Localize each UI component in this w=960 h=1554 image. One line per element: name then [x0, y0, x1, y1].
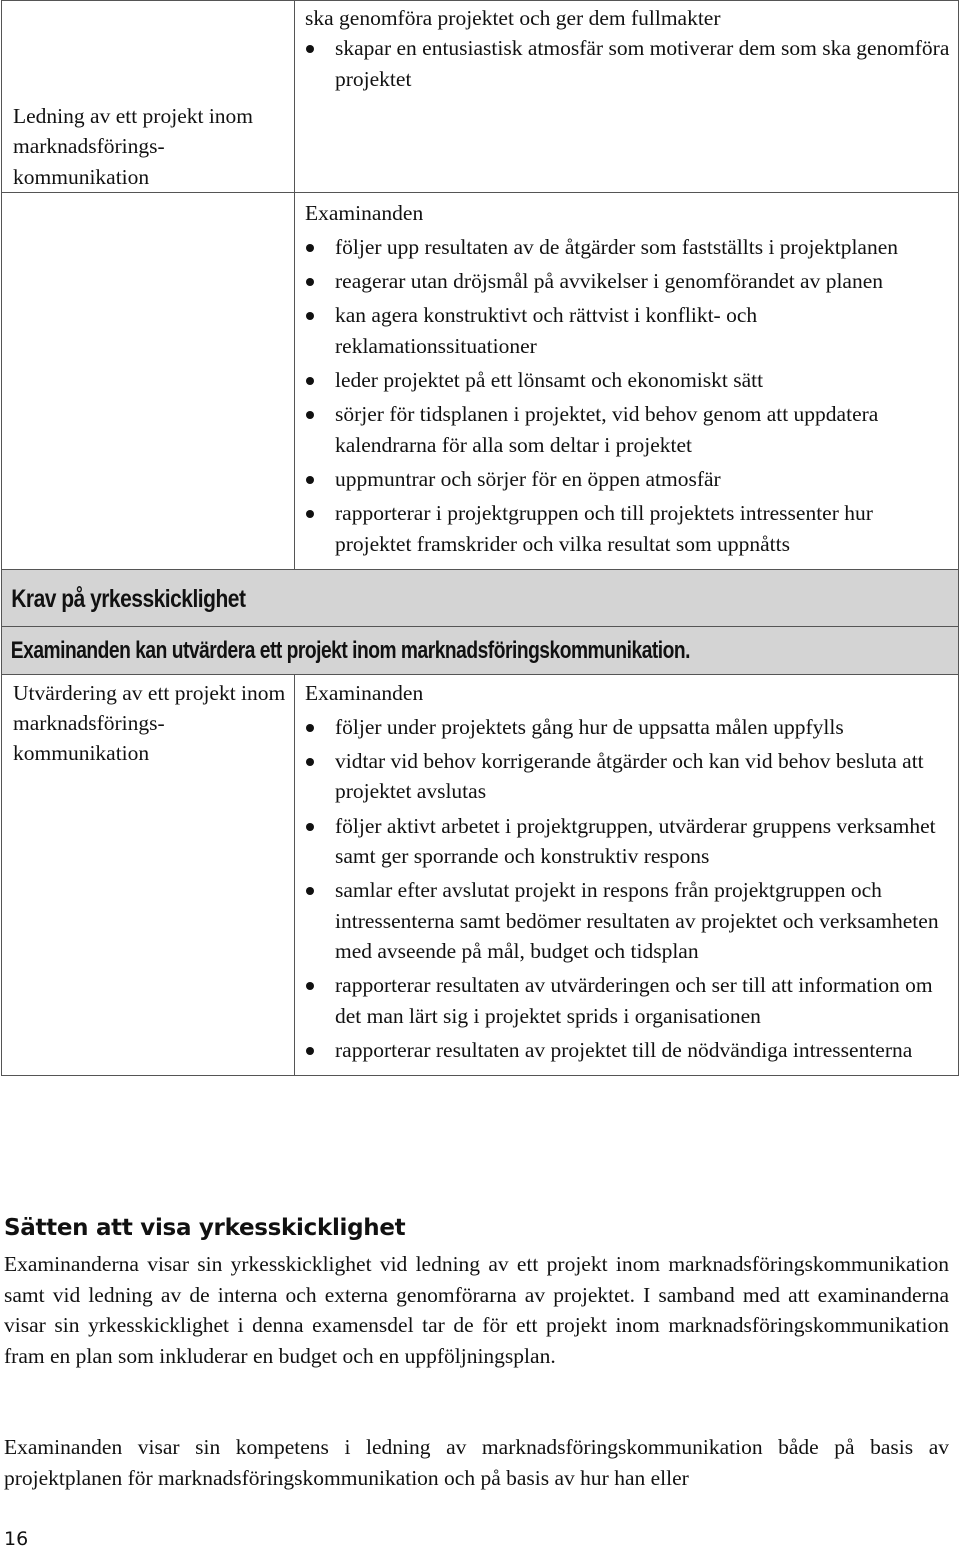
- section-subtitle-cell: [2, 626, 959, 674]
- page-number: 16: [4, 1528, 29, 1550]
- topic-label: Ledning av ett projekt inom marknadsförings-kommunikation: [13, 104, 254, 189]
- table-cell-topic: [2, 192, 295, 569]
- topic-label: Utvärdering av ett projekt inom marknadsförings-kommunikation: [13, 680, 286, 766]
- table-row: [2, 1, 959, 193]
- section-heading: Sätten att visa yrkesskicklighet: [4, 1215, 406, 1241]
- table-cell-topic: [2, 674, 295, 1075]
- paragraph: Examinanderna visar sin yrkesskicklighet vid ledning av ett projekt inom marknadsföringskommunikation samt vid ledning av de interna och externa genomförarna av projektet. I samband med att examinanderna visar sin yrkesskicklighet i denna examensdel tar de för ett projekt inom marknadsföringskommunikation fram en plan som inkluderar en budget och en uppföljningsplan.: [4, 1252, 949, 1368]
- list-item: uppmuntrar och sörjer för en öppen atmosfär: [305, 464, 950, 494]
- list-item: leder projektet på ett lönsamt och ekonomiskt sätt: [305, 365, 950, 395]
- list-item: samlar efter avslutat projekt in respons från projektgruppen och intressenterna samt bedömer resultaten av projektet och verksamheten med avseende på mål, budget och tidsplan: [305, 875, 950, 966]
- list-item: rapporterar resultaten av utvärderingen och ser till att information om det man lärt sig i projektet sprids i organisationen: [305, 970, 950, 1031]
- list-item: följer under projektets gång hur de uppsatta målen uppfylls: [305, 712, 950, 742]
- table-cell-topic: [2, 1, 295, 193]
- section-title: Krav på yrkesskicklighet: [11, 584, 246, 613]
- table-cell-criteria: [295, 192, 959, 569]
- table-cell-criteria: [295, 674, 959, 1075]
- paragraph: Examinanden visar sin kompetens i ledning av marknadsföringskommunikation både på basis av projektplanen för marknadsföringskommunikation och på basis av hur han eller: [4, 1435, 949, 1490]
- examinee-heading: Examinanden: [305, 680, 424, 705]
- list-item: följer aktivt arbetet i projektgruppen, utvärderar gruppens verksamhet samt ger sporrande och konstruktiv respons: [305, 811, 950, 872]
- table-cell-criteria: [295, 1, 959, 193]
- list-item: sörjer för tidsplanen i projektet, vid behov genom att uppdatera kalendrarna för alla som deltar i projektet: [305, 399, 950, 460]
- table-row: [2, 192, 959, 569]
- list-item: reagerar utan dröjsmål på avvikelser i genomförandet av planen: [305, 266, 950, 296]
- list-item: rapporterar resultaten av projektet till de nödvändiga intressenterna: [305, 1035, 950, 1065]
- list-item: rapporterar i projektgruppen och till projektets intressenter hur projektet framskrider och vilka resultat som uppnåtts: [305, 498, 950, 559]
- table-row: [2, 674, 959, 1075]
- section-title-cell: [2, 569, 959, 626]
- continued-text: ska genomföra projektet och ger dem fullmakter: [305, 6, 721, 30]
- table-row-heading: [2, 569, 959, 626]
- list-item: skapar en entusiastisk atmosfär som motiverar dem som ska genomföra projektet: [305, 33, 950, 94]
- examinee-heading: Examinanden: [305, 200, 424, 225]
- table-row-heading: [2, 626, 959, 674]
- list-item: kan agera konstruktivt och rättvist i konflikt- och reklamationssituationer: [305, 300, 950, 361]
- list-item: vidtar vid behov korrigerande åtgärder och kan vid behov besluta att projektet avslutas: [305, 746, 950, 807]
- list-item: följer upp resultaten av de åtgärder som fastställts i projektplanen: [305, 232, 950, 262]
- section-subtitle: Examinanden kan utvärdera ett projekt inom marknadsföringskommunikation.: [10, 636, 691, 664]
- skills-table: [1, 0, 959, 1076]
